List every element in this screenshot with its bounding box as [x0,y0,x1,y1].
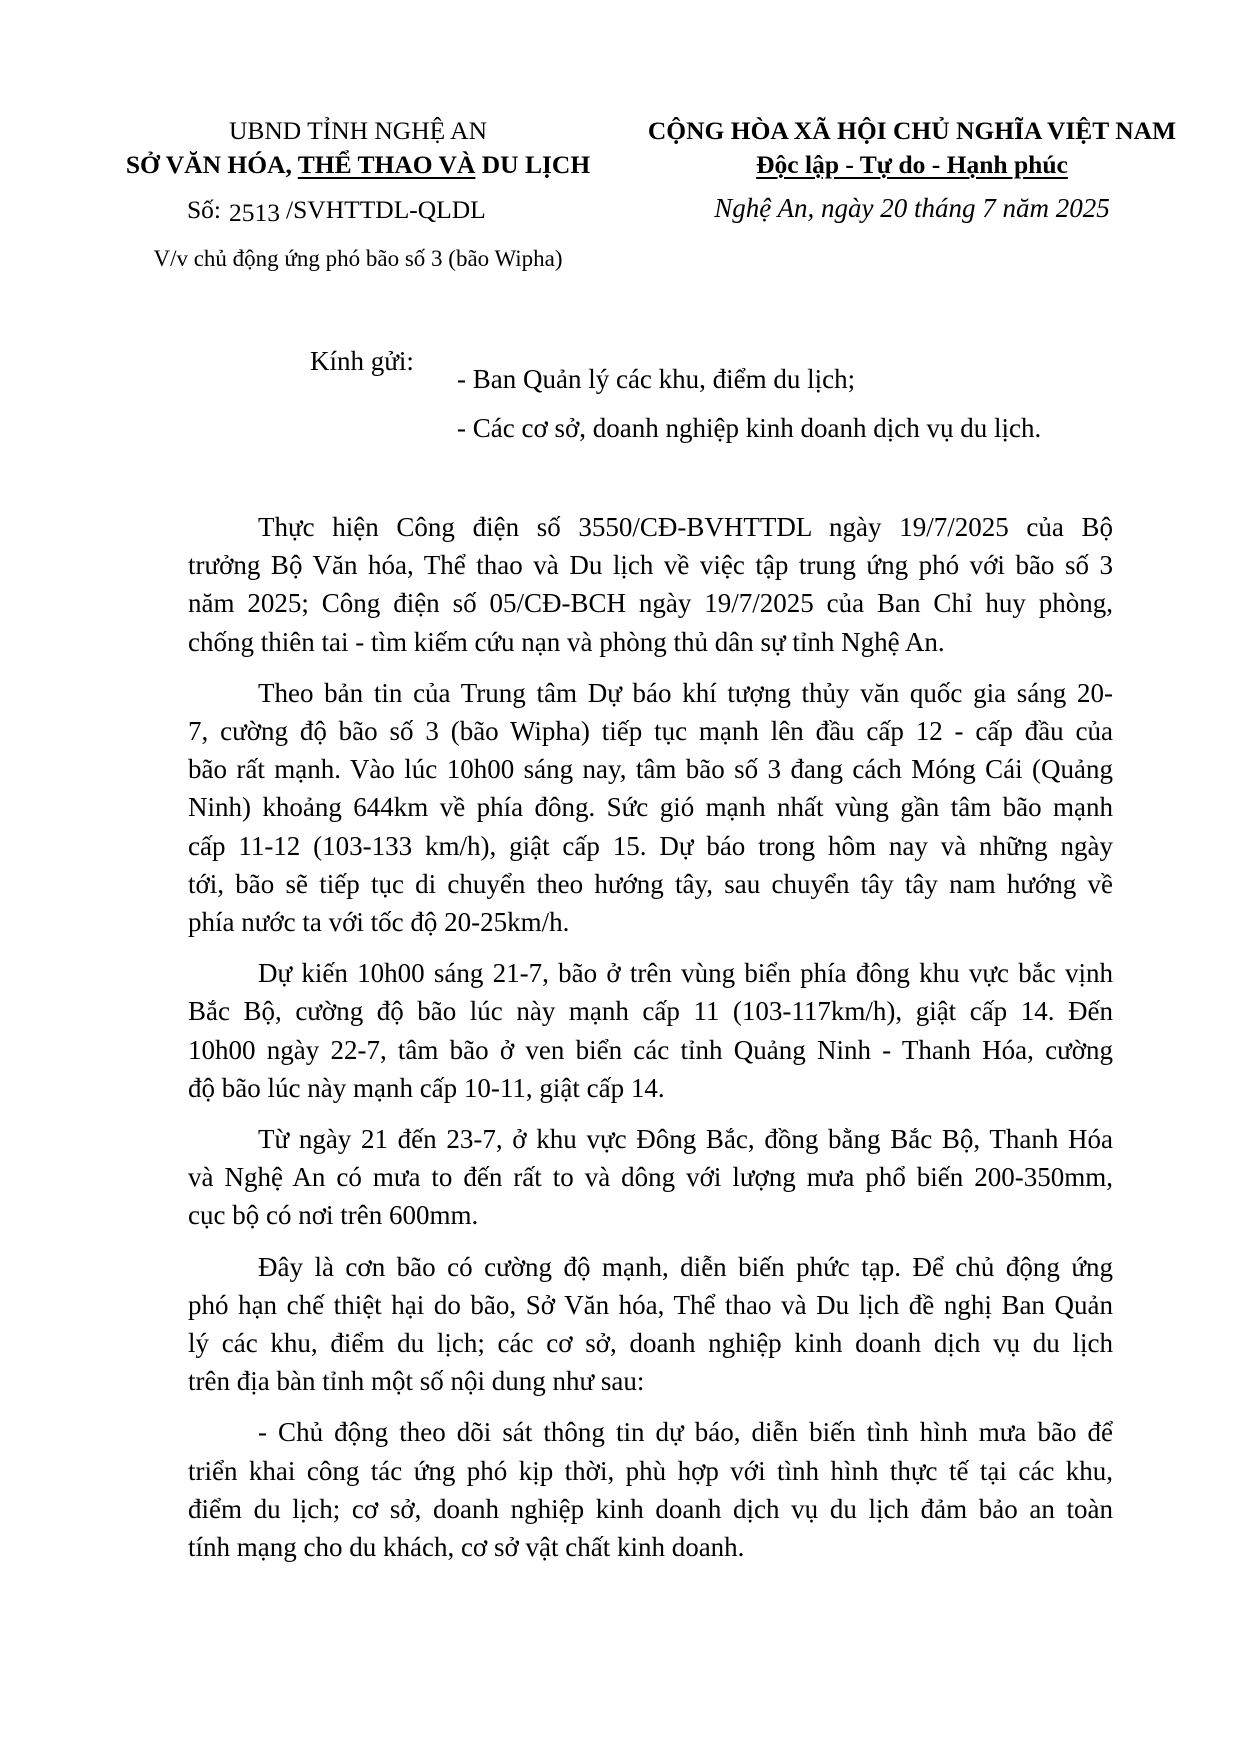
body-line: cục bộ có nơi trên 600mm. [188,1200,479,1231]
body-line: phó hạn chế thiệt hại do bão, Sở Văn hóa, Thể thao và Du lịch đề nghị Ban Quản [188,1289,1113,1320]
body-line: tới, bão sẽ tiếp tục di chuyển theo hướng tây, sau chuyển tây tây nam hướng về [188,868,1113,899]
document-number-label: Số: [187,195,222,224]
body-line: tính mạng cho du khách, cơ sở vật chất kinh doanh. [188,1532,745,1563]
body-line: phía nước ta với tốc độ 20-25km/h. [188,907,570,938]
department-name [98,148,618,182]
salutation: Kính gửi: [310,346,414,376]
body-line: Dự kiến 10h00 sáng 21-7, bão ở trên vùng biển phía đông khu vực bắc vịnh [258,958,1113,989]
body-line: chống thiên tai - tìm kiếm cứu nạn và phòng thủ dân sự tỉnh Nghệ An. [188,626,945,657]
department-name-part-1: SỞ VĂN HÓA, [125,150,298,179]
body-line: năm 2025; Công điện số 05/CĐ-BCH ngày 19/7/2025 của Ban Chỉ huy phòng, [188,588,1113,619]
body-paragraph [188,954,1113,1107]
body-line: lý các khu, điểm du lịch; các cơ sở, doanh nghiệp kinh doanh dịch vụ du lịch [188,1328,1113,1359]
body-line: trưởng Bộ Văn hóa, Thể thao và Du lịch về việc tập trung ứng phó với bão số 3 [188,550,1113,581]
body-paragraph [188,1248,1113,1401]
document-body [188,508,1113,1579]
body-line: trên địa bàn tỉnh một số nội dung như sau: [188,1366,645,1397]
body-line: Từ ngày 21 đến 23-7, ở khu vực Đông Bắc, đồng bằng Bắc Bộ, Thanh Hóa [258,1124,1113,1155]
document-subject: V/v chủ động ứng phó bão số 3 (bão Wipha) [153,246,563,271]
recipient-item: - Các cơ sở, doanh nghiệp kinh doanh dịch vụ du lịch. [457,413,1042,443]
body-line: bão rất mạnh. Vào lúc 10h00 sáng nay, tâm bão số 3 đang cách Móng Cái (Quảng [188,754,1113,785]
document-code: /SVHTTDL-QLDL [286,195,486,224]
body-line: độ bão lúc này mạnh cấp 10-11, giật cấp 14. [188,1072,665,1103]
document-date: Nghệ An, ngày 20 tháng 7 năm 2025 [714,193,1110,223]
issuing-agency-block [98,114,618,182]
national-motto: Độc lập - Tự do - Hạnh phúc [756,150,1068,179]
provincial-committee-name: UBND TỈNH NGHỆ AN [228,116,488,145]
department-name-part-3: DU LỊCH [475,150,591,179]
body-line: 10h00 ngày 22-7, tâm bão ở ven biển các tỉnh Quảng Ninh - Thanh Hóa, cường [188,1034,1113,1065]
recipient-item: - Ban Quản lý các khu, điểm du lịch; [457,364,856,394]
body-line: điểm du lịch; cơ sở, doanh nghiệp kinh doanh dịch vụ du lịch đảm bảo an toàn [188,1493,1113,1524]
body-line: cấp 11-12 (103-133 km/h), giật cấp 15. Dự báo trong hôm nay và những ngày [188,830,1113,861]
body-line: Thực hiện Công điện số 3550/CĐ-BVHTTDL ngày 19/7/2025 của Bộ [258,512,1113,542]
body-line: Ninh) khoảng 644km về phía đông. Sức gió mạnh nhất vùng gần tâm bão mạnh [188,792,1113,823]
body-line: - Chủ động theo dõi sát thông tin dự báo, diễn biến tình hình mưa bão để [258,1417,1113,1448]
body-line: Bắc Bộ, cường độ bão lúc này mạnh cấp 11 (103-117km/h), giật cấp 14. Đến [188,996,1113,1027]
body-line: Đây là cơn bão có cường độ mạnh, diễn biến phức tạp. Để chủ động ứng [258,1251,1113,1282]
document-number [187,195,486,225]
body-paragraph [188,1120,1113,1235]
body-line: triển khai công tác ứng phó kịp thời, phù hợp với tình hình thực tế tại các khu, [188,1455,1113,1486]
body-line: và Nghệ An có mưa to đến rất to và dông với lượng mưa phổ biến 200-350mm, [188,1162,1113,1193]
body-paragraph [188,508,1113,661]
document-number-value: 2513 [229,198,281,227]
body-paragraph [188,1413,1113,1566]
body-line: 7, cường độ bão số 3 (bão Wipha) tiếp tục mạnh lên đầu cấp 12 - cấp đầu của [188,716,1113,747]
national-title-block [622,114,1202,182]
department-name-part-2: THỂ THAO VÀ [297,150,476,179]
body-line: Theo bản tin của Trung tâm Dự báo khí tượng thủy văn quốc gia sáng 20- [258,677,1113,708]
country-name: CỘNG HÒA XÃ HỘI CHỦ NGHĨA VIỆT NAM [647,116,1177,145]
body-paragraph [188,674,1113,941]
